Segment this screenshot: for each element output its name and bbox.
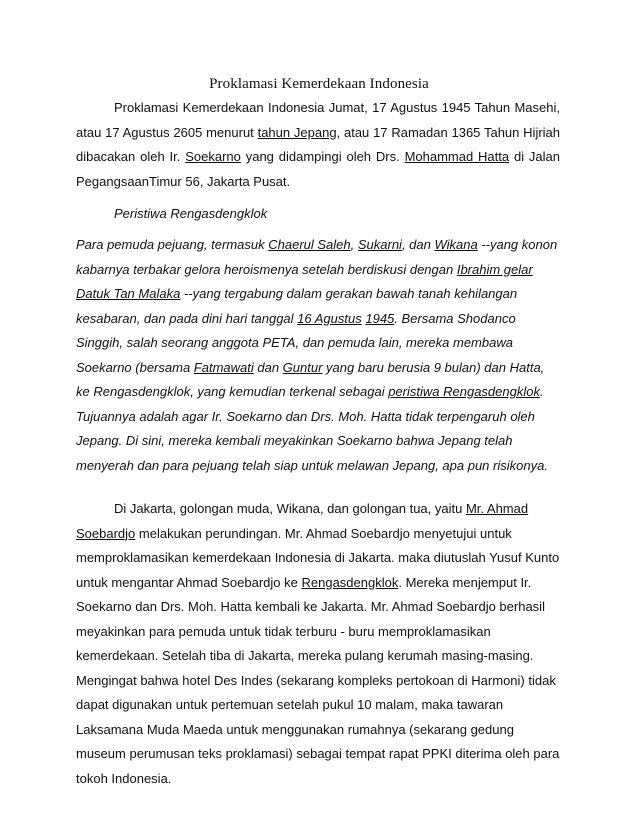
hyperlink[interactable]: Chaerul Saleh [268, 237, 351, 252]
hyperlink[interactable]: Mohammad Hatta [404, 149, 510, 164]
hyperlink[interactable]: Mr. Ahmad Soebardjo [76, 501, 529, 541]
paragraph-rengasdengklok [76, 233, 560, 478]
text-run: , atau 17 Ramadan 1365 Tahun Hijriah dibacakan oleh Ir. [76, 124, 561, 164]
hyperlink[interactable]: 16 Agustus [297, 310, 362, 326]
hyperlink[interactable]: Rengasdengklok [301, 574, 399, 590]
paragraph-proklamasi [76, 96, 560, 194]
text-run: dan [253, 359, 283, 375]
text-run: . Mereka menjemput Ir. Soekarno dan Drs. Moh. Hatta kembali ke Jakarta. Mr. Ahmad Soebardjo berhasil meyakinkan para pemuda untuk tidak terburu - buru memproklamasikan kemerdekaan. Setelah tiba di Jakarta, mereka pulang kerumah masing-masing. Mengingat bahwa hotel Des Indes (sekarang kompleks pertokoan di Harmoni) tidak dapat digunakan untuk pertemuan setelah pukul 10 malam, maka tawaran Laksamana Muda Maeda untuk menggunakan rumahnya (sekarang gedung museum perumusan teks proklamasi) sebagai tempat rapat PPKI diterima oleh para tokoh Indonesia. [76, 574, 560, 786]
hyperlink[interactable]: Guntur [282, 359, 323, 375]
text-run: --yang tergabung dalam gerakan bawah tanah kehilangan kesabaran, dan pada dini hari tanggal [76, 286, 518, 326]
hyperlink[interactable]: Sukarni [357, 237, 402, 252]
text-run: Di Jakarta, golongan muda, Wikana, dan golongan tua, yaitu [114, 501, 466, 516]
text-run: . Tujuannya adalah agar Ir. Soekarno dan Drs. Moh. Hatta tidak terpengaruh oleh Jepang. Di sini, mereka kembali meyakinkan Soekarno bahwa Jepang telah menyerah dan para pejuang telah siap untuk melawan Jepang, apa pun risikonya. [76, 384, 548, 473]
text-run: yang didampingi oleh Drs. [240, 149, 405, 164]
subheading-rengasdengklok: Peristiwa Rengasdengklok [114, 206, 268, 221]
text-run: yang baru berusia 9 bulan) dan Hatta, ke Rengasdengklok, yang kemudian terkenal sebagai [76, 359, 545, 399]
hyperlink[interactable]: Ibrahim gelar Datuk Tan Malaka [76, 261, 533, 301]
text-run: di Jalan PegangsaanTimur 56, Jakarta Pusat. [76, 149, 561, 189]
hyperlink[interactable]: Wikana [434, 237, 478, 252]
hyperlink[interactable]: peristiwa Rengasdengklok [388, 384, 540, 399]
text-run: melakukan perundingan. Mr. Ahmad Soebardjo menyetujui untuk memproklamasikan kemerdekaan Indonesia di Jakarta. maka diutuslah Yusuf Kunto untuk mengantar Ahmad Soebardjo ke [76, 525, 560, 590]
paragraph-jakarta [76, 497, 560, 791]
text-run: , dan [401, 237, 435, 252]
hyperlink[interactable]: tahun Jepang [257, 124, 337, 140]
text-run: , [350, 237, 358, 252]
text-run: Para pemuda pejuang, termasuk [76, 237, 269, 252]
text-run: . Bersama Shodanco Singgih, salah seorang anggota PETA, dan pemuda lain, mereka membawa Soekarno (bersama [76, 310, 516, 375]
document-title: Proklamasi Kemerdekaan Indonesia [209, 76, 429, 92]
text-run: Proklamasi Kemerdekaan Indonesia Jumat, 17 Agustus 1945 Tahun Masehi, atau 17 Agustus 2605 menurut [76, 100, 560, 140]
hyperlink[interactable]: Fatmawati [193, 359, 254, 375]
text-run: --yang konon kabarnya terbakar gelora heroismenya setelah berdiskusi dengan [76, 237, 558, 277]
hyperlink[interactable]: 1945 [365, 310, 395, 326]
hyperlink[interactable]: Soekarno [185, 149, 241, 164]
